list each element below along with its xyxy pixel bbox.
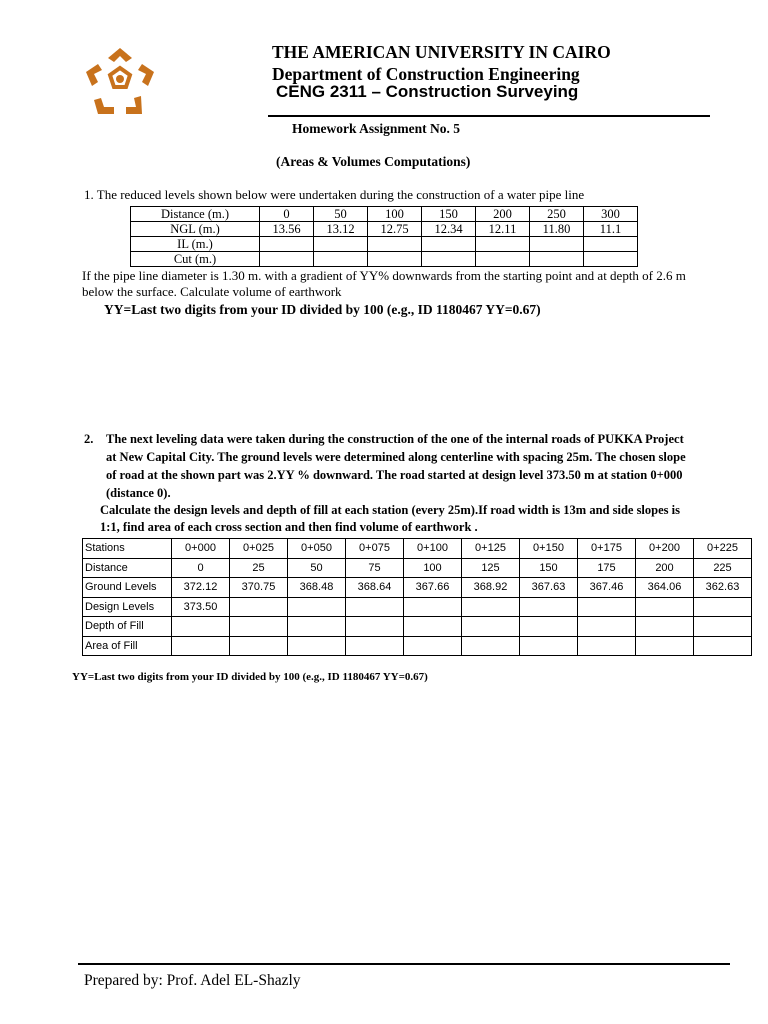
table-cell — [404, 597, 462, 617]
table-row — [83, 578, 752, 598]
table-cell — [476, 237, 530, 252]
course-title: CENG 2311 – Construction Surveying — [276, 82, 579, 101]
table-cell — [346, 617, 404, 637]
table-cell: 364.06 — [636, 578, 694, 598]
table-cell — [422, 237, 476, 252]
table-cell: 25 — [230, 558, 288, 578]
row-label: Stations — [83, 539, 172, 559]
table-row — [131, 207, 638, 222]
table-row — [83, 539, 752, 559]
table-cell: 100 — [404, 558, 462, 578]
table-cell: 13.56 — [260, 222, 314, 237]
table-cell: 225 — [694, 558, 752, 578]
table-cell: 0+175 — [578, 539, 636, 559]
table-cell — [636, 597, 694, 617]
table-cell — [476, 252, 530, 267]
question-2-yy-note: YY=Last two digits from your ID divided by 100 (e.g., ID 1180467 YY=0.67) — [72, 671, 428, 683]
table-row — [131, 222, 638, 237]
table-cell: 0 — [260, 207, 314, 222]
table-cell — [260, 252, 314, 267]
table-cell: 250 — [530, 207, 584, 222]
question-1-table — [130, 206, 638, 267]
table-cell — [462, 617, 520, 637]
table-cell: 370.75 — [230, 578, 288, 598]
table-cell: 367.46 — [578, 578, 636, 598]
table-row — [83, 636, 752, 656]
table-cell — [346, 636, 404, 656]
question-1-body: If the pipe line diameter is 1.30 m. with a gradient of YY% downwards from the starting point and at depth of 2.6 m below the surface. Calculate volume of earthwork — [82, 268, 686, 299]
footer-divider — [78, 963, 730, 965]
table-cell — [462, 597, 520, 617]
table-cell: 0+025 — [230, 539, 288, 559]
table-cell: 0+225 — [694, 539, 752, 559]
table-cell: 362.63 — [694, 578, 752, 598]
table-cell: 150 — [520, 558, 578, 578]
table-cell — [694, 636, 752, 656]
table-cell: 75 — [346, 558, 404, 578]
row-label: Distance — [83, 558, 172, 578]
prepared-by: Prepared by: Prof. Adel EL-Shazly — [84, 972, 301, 989]
table-cell: 12.11 — [476, 222, 530, 237]
table-cell — [520, 636, 578, 656]
table-row — [83, 558, 752, 578]
header-divider — [268, 115, 710, 117]
table-cell — [584, 237, 638, 252]
table-cell — [368, 252, 422, 267]
department-name: Department of Construction Engineering — [272, 64, 580, 84]
table-cell — [288, 617, 346, 637]
question-2-number: 2. — [84, 432, 94, 446]
table-cell: 368.92 — [462, 578, 520, 598]
table-cell: 0+075 — [346, 539, 404, 559]
table-cell — [368, 237, 422, 252]
table-cell — [230, 617, 288, 637]
table-cell — [636, 636, 694, 656]
question-2-text — [84, 430, 696, 502]
row-label: Ground Levels — [83, 578, 172, 598]
table-cell — [346, 597, 404, 617]
table-cell — [520, 597, 578, 617]
table-cell: 50 — [314, 207, 368, 222]
university-logo-icon — [80, 44, 160, 120]
question-2-table — [82, 538, 752, 656]
table-cell: 200 — [476, 207, 530, 222]
assignment-title: Homework Assignment No. 5 — [292, 121, 460, 136]
table-cell — [260, 237, 314, 252]
question-2-description: The next leveling data were taken during the construction of the one of the internal roads of PUKKA Project at New Capital City. The ground levels were determined along centerline with spacing 25m. The chosen slope of road at the shown part was 2.YY % downward. The road started at design level 373.50 m at station 0+000 (distance 0). — [106, 432, 686, 500]
table-cell — [404, 636, 462, 656]
row-label: Distance (m.) — [131, 207, 260, 222]
row-label: Design Levels — [83, 597, 172, 617]
table-cell — [314, 237, 368, 252]
table-row — [131, 237, 638, 252]
row-label: IL (m.) — [131, 237, 260, 252]
table-cell — [578, 597, 636, 617]
table-cell: 373.50 — [172, 597, 230, 617]
table-cell: 0+200 — [636, 539, 694, 559]
table-cell — [172, 617, 230, 637]
table-cell: 0 — [172, 558, 230, 578]
question-1-intro: 1. The reduced levels shown below were undertaken during the construction of a water pipe line — [84, 187, 585, 202]
table-cell — [230, 597, 288, 617]
table-cell: 0+050 — [288, 539, 346, 559]
table-cell: 0+150 — [520, 539, 578, 559]
table-row — [131, 252, 638, 267]
row-label: Depth of Fill — [83, 617, 172, 637]
table-cell — [172, 636, 230, 656]
question-1-yy-note: YY=Last two digits from your ID divided by 100 (e.g., ID 1180467 YY=0.67) — [104, 302, 541, 317]
table-cell — [694, 617, 752, 637]
table-cell — [230, 636, 288, 656]
table-cell: 125 — [462, 558, 520, 578]
table-cell — [288, 636, 346, 656]
table-cell: 372.12 — [172, 578, 230, 598]
table-cell: 0+100 — [404, 539, 462, 559]
table-cell — [578, 617, 636, 637]
table-cell: 175 — [578, 558, 636, 578]
table-cell: 300 — [584, 207, 638, 222]
table-cell: 50 — [288, 558, 346, 578]
table-cell — [462, 636, 520, 656]
table-cell: 367.66 — [404, 578, 462, 598]
row-label: Cut (m.) — [131, 252, 260, 267]
table-cell — [314, 252, 368, 267]
table-cell — [422, 252, 476, 267]
table-cell: 12.75 — [368, 222, 422, 237]
table-cell: 150 — [422, 207, 476, 222]
table-cell — [530, 252, 584, 267]
table-cell: 12.34 — [422, 222, 476, 237]
table-cell: 11.80 — [530, 222, 584, 237]
table-cell — [404, 617, 462, 637]
row-label: Area of Fill — [83, 636, 172, 656]
table-cell — [520, 617, 578, 637]
table-cell: 13.12 — [314, 222, 368, 237]
table-cell: 0+125 — [462, 539, 520, 559]
row-label: NGL (m.) — [131, 222, 260, 237]
table-cell: 200 — [636, 558, 694, 578]
table-cell: 100 — [368, 207, 422, 222]
assignment-subtitle: (Areas & Volumes Computations) — [276, 154, 471, 169]
table-cell: 11.1 — [584, 222, 638, 237]
table-cell — [578, 636, 636, 656]
table-cell — [694, 597, 752, 617]
university-name: THE AMERICAN UNIVERSITY IN CAIRO — [272, 42, 611, 62]
table-row — [83, 617, 752, 637]
table-cell: 367.63 — [520, 578, 578, 598]
question-2-calc: Calculate the design levels and depth of fill at each station (every 25m).If road width is 13m and side slopes is 1:1, find area of each cross section and then find volume of earthwork . — [100, 503, 680, 534]
table-cell — [584, 252, 638, 267]
table-cell — [636, 617, 694, 637]
table-row — [83, 597, 752, 617]
table-cell — [530, 237, 584, 252]
table-cell: 0+000 — [172, 539, 230, 559]
table-cell: 368.64 — [346, 578, 404, 598]
table-cell: 368.48 — [288, 578, 346, 598]
table-cell — [288, 597, 346, 617]
